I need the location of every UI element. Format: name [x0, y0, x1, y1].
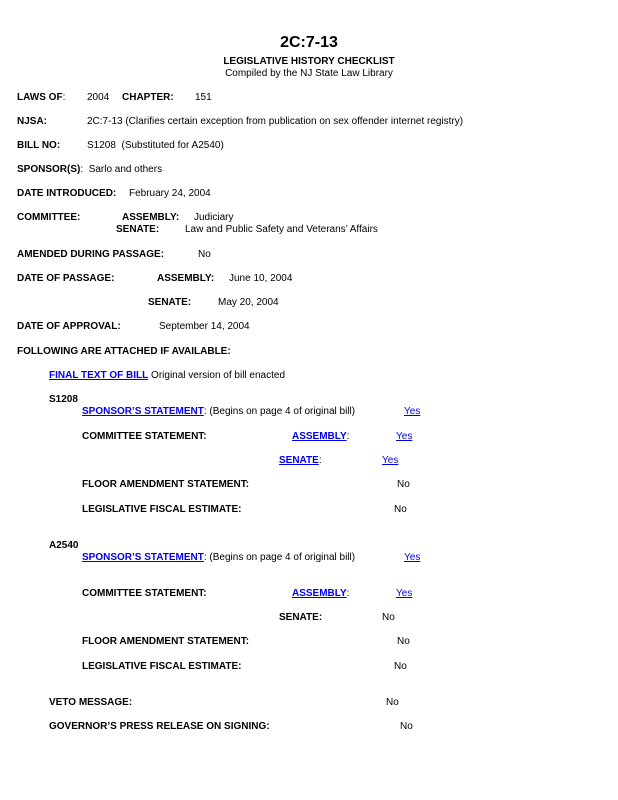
sponsors-label: SPONSOR(S)	[17, 164, 81, 175]
date-of-approval-value: September 14, 2004	[159, 321, 250, 332]
final-text-note: Original version of bill enacted	[151, 370, 286, 381]
date-of-passage-label: DATE OF PASSAGE:	[17, 273, 115, 284]
a2540-floor-label: FLOOR AMENDMENT STATEMENT:	[82, 636, 250, 647]
date-of-approval-label: DATE OF APPROVAL:	[17, 321, 121, 332]
page-subtitle: LEGISLATIVE HISTORY CHECKLIST	[223, 56, 395, 67]
s1208-sponsor-statement-link[interactable]: SPONSOR’S STATEMENT	[82, 406, 204, 417]
governor-label: GOVERNOR’S PRESS RELEASE ON SIGNING:	[49, 721, 270, 732]
page-title: 2C:7-13	[280, 34, 338, 51]
committee-assembly-value: Judiciary	[194, 212, 234, 223]
a2540-sponsor-yes-link[interactable]: Yes	[404, 552, 421, 563]
passage-assembly-label: ASSEMBLY:	[157, 273, 215, 284]
s1208-sponsor-row	[82, 406, 355, 417]
a2540-fiscal-label: LEGISLATIVE FISCAL ESTIMATE:	[82, 661, 242, 672]
bill-no-value	[87, 140, 224, 151]
committee-assembly-label: ASSEMBLY:	[122, 212, 180, 223]
a2540-floor-value: No	[397, 636, 410, 647]
final-text-link[interactable]: FINAL TEXT OF BILL	[49, 370, 149, 381]
a2540-senate-value: No	[382, 612, 395, 623]
s1208-fiscal-label: LEGISLATIVE FISCAL ESTIMATE:	[82, 504, 242, 515]
sponsors-value: Sarlo and others	[88, 164, 163, 175]
a2540-heading: A2540	[49, 540, 79, 551]
s1208-sponsor-yes-link[interactable]: Yes	[404, 406, 421, 417]
laws-of-label: LAWS OF	[17, 92, 63, 103]
bill-no-label: BILL NO:	[17, 140, 61, 151]
amended-label: AMENDED DURING PASSAGE:	[17, 249, 165, 260]
bill-no-note: (Substituted for A2540)	[121, 140, 224, 151]
veto-label: VETO MESSAGE:	[49, 697, 133, 708]
passage-senate-value: May 20, 2004	[218, 297, 279, 308]
s1208-assembly-yes-link[interactable]: Yes	[396, 431, 413, 442]
committee-senate-label: SENATE:	[116, 224, 160, 235]
amended-value: No	[198, 249, 211, 260]
a2540-sponsor-statement-link[interactable]: SPONSOR’S STATEMENT	[82, 552, 204, 563]
final-text-row	[49, 370, 285, 381]
s1208-assembly-link[interactable]: ASSEMBLY	[292, 431, 347, 442]
a2540-sponsor-row	[82, 552, 355, 563]
a2540-assembly-link[interactable]: ASSEMBLY	[292, 588, 347, 599]
a2540-fiscal-value: No	[394, 661, 407, 672]
s1208-committee-label: COMMITTEE STATEMENT:	[82, 431, 207, 442]
s1208-fiscal-value: No	[394, 504, 407, 515]
chapter-label: CHAPTER:	[122, 92, 174, 103]
s1208-floor-label: FLOOR AMENDMENT STATEMENT:	[82, 479, 250, 490]
s1208-senate-link[interactable]: SENATE	[279, 455, 319, 466]
a2540-assembly-yes-link[interactable]: Yes	[396, 588, 413, 599]
s1208-committee-assembly: ASSEMBLY:	[292, 431, 350, 442]
committee-label: COMMITTEE:	[17, 212, 81, 223]
s1208-floor-value: No	[397, 479, 410, 490]
sponsors-row: SPONSOR(S): Sarlo and others	[17, 164, 163, 175]
laws-of-row: LAWS OF:	[17, 92, 66, 103]
a2540-sponsor-note: : (Begins on page 4 of original bill)	[203, 552, 356, 563]
bill-no-number: S1208	[87, 140, 116, 151]
s1208-committee-senate: SENATE:	[279, 455, 322, 466]
njsa-label: NJSA:	[17, 116, 48, 127]
date-introduced-value: February 24, 2004	[129, 188, 211, 199]
compiled-by: Compiled by the NJ State Law Library	[225, 68, 393, 79]
committee-senate-value: Law and Public Safety and Veterans’ Affairs	[185, 224, 378, 235]
governor-value: No	[400, 721, 413, 732]
a2540-committee-label: COMMITTEE STATEMENT:	[82, 588, 207, 599]
s1208-sponsor-note: : (Begins on page 4 of original bill)	[203, 406, 356, 417]
chapter-value: 151	[195, 92, 212, 103]
a2540-senate-label: SENATE:	[279, 612, 323, 623]
attached-heading: FOLLOWING ARE ATTACHED IF AVAILABLE:	[17, 346, 231, 357]
s1208-senate-yes-link[interactable]: Yes	[382, 455, 399, 466]
date-introduced-label: DATE INTRODUCED:	[17, 188, 117, 199]
s1208-heading: S1208	[49, 394, 78, 405]
laws-of-value: 2004	[87, 92, 110, 103]
passage-assembly-value: June 10, 2004	[229, 273, 293, 284]
njsa-value: 2C:7-13 (Clarifies certain exception from publication on sex offender internet registry)	[87, 116, 464, 127]
passage-senate-label: SENATE:	[148, 297, 192, 308]
a2540-committee-assembly: ASSEMBLY:	[292, 588, 350, 599]
veto-value: No	[386, 697, 399, 708]
